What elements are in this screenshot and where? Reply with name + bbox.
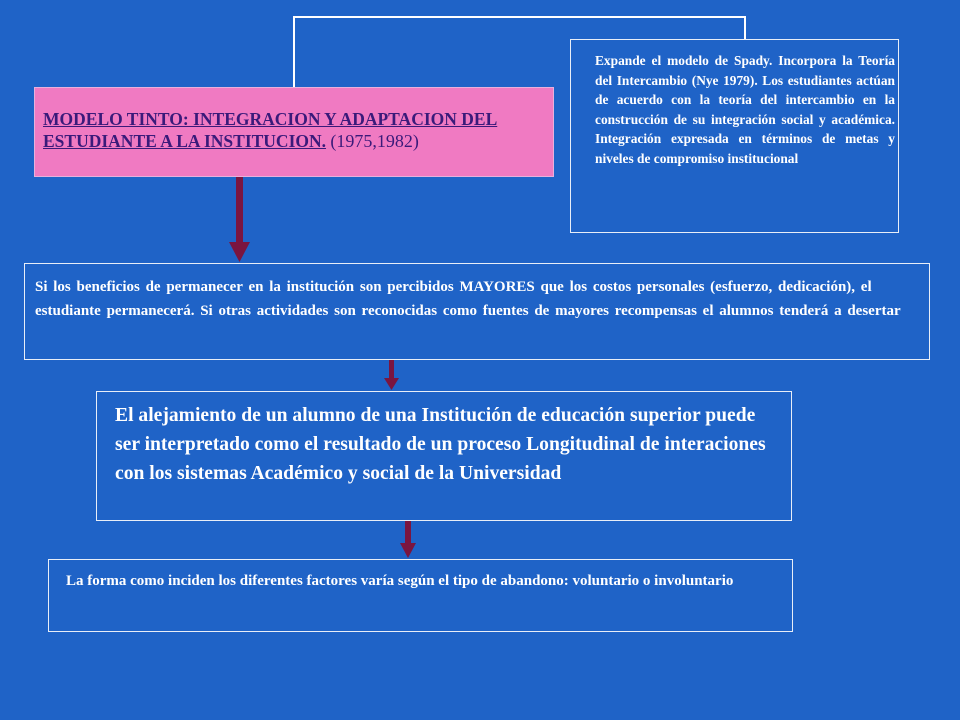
model-title: MODELO TINTO: INTEGRACION Y ADAPTACION DEL ESTUDIANTE A LA INSTITUCION. <box>43 109 498 151</box>
distance-process-box <box>96 391 792 521</box>
abandonment-type-text: La forma como inciden los diferentes factores varía según el tipo de abandono: voluntario o involuntario <box>66 573 734 589</box>
distance-process-text: El alejamiento de un alumno de una Institución de educación superior puede ser interpretado como el resultado de un proceso Longitudinal de interaciones con los sistemas Académico y social de la Universidad <box>115 405 766 484</box>
model-title-box <box>34 87 554 177</box>
benefits-box <box>24 263 930 360</box>
arrow-title-to-benefits <box>229 177 250 262</box>
benefits-text: Si los beneficios de permanecer en la institución son percibidos MAYORES que los costos personales (esfuerzo, dedicación), el estudiante permanecerá. Si otras actividades son reconocidas como fuentes de mayores recompensas el alumnos tenderá a desertar <box>35 279 901 319</box>
abandonment-type-box <box>48 559 793 632</box>
arrow-benefits-to-distance <box>384 360 399 390</box>
spady-expansion-text: Expande el modelo de Spady. Incorpora la Teoría del Intercambio (Nye 1979). Los estudiantes actúan de acuerdo con la teoría del intercambio en la construcción de su integración social y académica. Integración expresada en términos de metas y niveles de compromiso institucional <box>595 53 895 166</box>
model-years: (1975,1982) <box>330 131 419 151</box>
spady-expansion-box <box>570 39 899 233</box>
arrow-distance-to-form <box>400 521 416 558</box>
